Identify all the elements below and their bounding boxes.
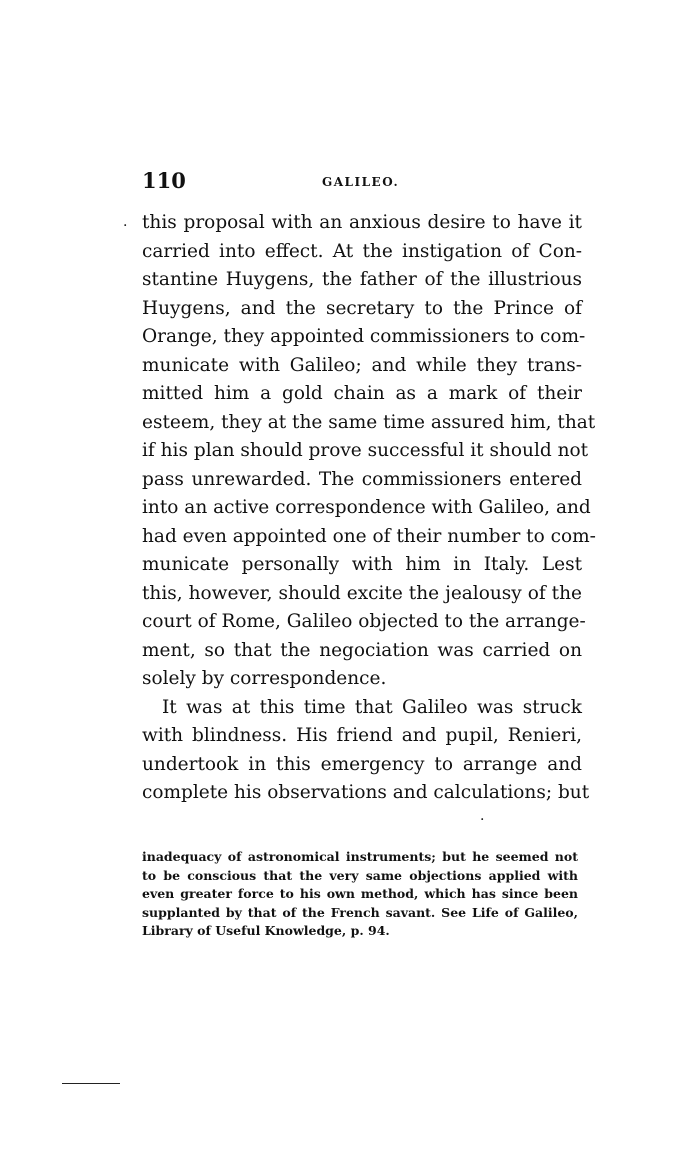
body-line: mitted him a gold chain as a mark of their bbox=[142, 383, 582, 404]
body-line: complete his observations and calculations; but bbox=[142, 782, 590, 803]
body-line: Huygens, and the secretary to the Prince of bbox=[142, 297, 582, 319]
body-line: carried into effect. At the instigation of Con- bbox=[142, 240, 582, 262]
footnote bbox=[142, 848, 578, 941]
body-text bbox=[142, 209, 596, 808]
paragraph-end-line: solely by correspondence. bbox=[142, 668, 387, 689]
page-number: 110 bbox=[142, 168, 186, 193]
running-head: GALILEO. bbox=[322, 175, 400, 189]
body-line: esteem, they at the same time assured him, that bbox=[142, 411, 596, 433]
stray-mark: · bbox=[480, 812, 485, 828]
body-line: undertook in this emergency to arrange and bbox=[142, 753, 582, 775]
body-line: stantine Huygens, the father of the illustrious bbox=[142, 269, 582, 290]
footnote-line: supplanted by that of the French savant. See Life of Galileo, bbox=[142, 904, 578, 920]
body-line: court of Rome, Galileo objected to the arrange- bbox=[142, 611, 586, 632]
body-line: Orange, they appointed commissioners to com- bbox=[142, 326, 586, 347]
body-line: with blindness. His friend and pupil, Renieri, bbox=[142, 725, 582, 746]
footnote-line: Library of Useful Knowledge, p. 94. bbox=[142, 923, 390, 938]
margin-mark: · bbox=[123, 218, 128, 234]
bottom-rule bbox=[62, 1083, 120, 1084]
footnote-line: to be conscious that the very same objections applied with bbox=[142, 867, 578, 883]
body-line: this, however, should excite the jealousy of the bbox=[142, 582, 582, 604]
body-line: had even appointed one of their number to com- bbox=[142, 525, 596, 547]
body-line: pass unrewarded. The commissioners entered bbox=[142, 468, 582, 490]
footnote-line: inadequacy of astronomical instruments; but he seemed not bbox=[142, 849, 578, 864]
paragraph-start-line: It was at this time that Galileo was struck bbox=[162, 696, 582, 718]
body-line: into an active correspondence with Galileo, and bbox=[142, 497, 591, 518]
body-line: municate personally with him in Italy. Lest bbox=[142, 554, 582, 575]
body-line: municate with Galileo; and while they trans- bbox=[142, 354, 582, 376]
footnote-line: even greater force to his own method, which has since been bbox=[142, 886, 578, 901]
body-line: this proposal with an anxious desire to have it bbox=[142, 212, 582, 233]
body-line: ment, so that the negociation was carried on bbox=[142, 639, 582, 661]
body-line: if his plan should prove successful it should not bbox=[142, 440, 589, 461]
